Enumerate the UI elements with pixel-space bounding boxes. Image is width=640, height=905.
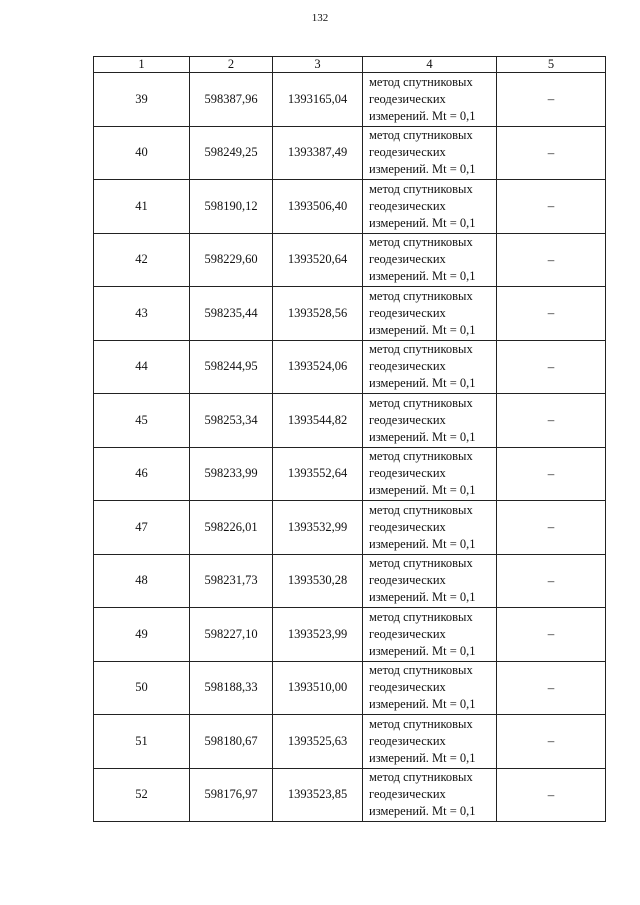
coordinate-y: 1393523,99	[273, 608, 363, 662]
column-header: 4	[363, 57, 497, 73]
method-description	[363, 340, 497, 394]
method-line: геодезических	[369, 305, 446, 320]
coordinate-y: 1393523,85	[273, 768, 363, 822]
note-dash: –	[497, 608, 606, 662]
point-number: 42	[94, 233, 190, 287]
table-row	[94, 233, 606, 287]
note-dash: –	[497, 715, 606, 769]
table-header-row	[94, 57, 606, 73]
coordinates-table	[93, 56, 606, 822]
method-line: измерений. Mt = 0,1	[369, 215, 476, 230]
method-line: геодезических	[369, 412, 446, 427]
method-line: геодезических	[369, 145, 446, 160]
method-line: метод спутниковых	[369, 181, 473, 196]
method-line: метод спутниковых	[369, 663, 473, 678]
column-header: 5	[497, 57, 606, 73]
method-line: геодезических	[369, 91, 446, 106]
method-line: измерений. Mt = 0,1	[369, 697, 476, 712]
coordinate-y: 1393530,28	[273, 554, 363, 608]
method-description	[363, 501, 497, 555]
method-description	[363, 768, 497, 822]
point-number: 47	[94, 501, 190, 555]
table-row	[94, 715, 606, 769]
table-row	[94, 661, 606, 715]
note-dash: –	[497, 394, 606, 448]
coordinate-x: 598249,25	[190, 126, 273, 180]
method-description	[363, 233, 497, 287]
method-description	[363, 447, 497, 501]
table-row	[94, 608, 606, 662]
coordinate-x: 598387,96	[190, 73, 273, 127]
table-row	[94, 73, 606, 127]
method-line: измерений. Mt = 0,1	[369, 162, 476, 177]
point-number: 43	[94, 287, 190, 341]
note-dash: –	[497, 233, 606, 287]
coordinate-x: 598190,12	[190, 180, 273, 234]
note-dash: –	[497, 554, 606, 608]
method-line: геодезических	[369, 466, 446, 481]
coordinate-x: 598180,67	[190, 715, 273, 769]
method-line: метод спутниковых	[369, 128, 473, 143]
table-row	[94, 180, 606, 234]
method-line: геодезических	[369, 733, 446, 748]
coordinate-x: 598188,33	[190, 661, 273, 715]
point-number: 51	[94, 715, 190, 769]
method-description	[363, 126, 497, 180]
method-line: геодезических	[369, 519, 446, 534]
method-line: измерений. Mt = 0,1	[369, 750, 476, 765]
method-line: метод спутниковых	[369, 770, 473, 785]
coordinate-x: 598227,10	[190, 608, 273, 662]
method-description	[363, 554, 497, 608]
method-line: геодезических	[369, 680, 446, 695]
note-dash: –	[497, 180, 606, 234]
method-line: измерений. Mt = 0,1	[369, 643, 476, 658]
method-line: метод спутниковых	[369, 395, 473, 410]
method-line: метод спутниковых	[369, 502, 473, 517]
method-line: измерений. Mt = 0,1	[369, 429, 476, 444]
coordinate-y: 1393552,64	[273, 447, 363, 501]
method-line: измерений. Mt = 0,1	[369, 108, 476, 123]
method-line: измерений. Mt = 0,1	[369, 269, 476, 284]
method-description	[363, 287, 497, 341]
coordinate-x: 598229,60	[190, 233, 273, 287]
coordinate-y: 1393532,99	[273, 501, 363, 555]
coordinate-y: 1393520,64	[273, 233, 363, 287]
method-line: метод спутниковых	[369, 716, 473, 731]
coordinate-x: 598253,34	[190, 394, 273, 448]
method-line: метод спутниковых	[369, 74, 473, 89]
coordinate-x: 598235,44	[190, 287, 273, 341]
method-line: геодезических	[369, 787, 446, 802]
coordinate-x: 598233,99	[190, 447, 273, 501]
method-line: метод спутниковых	[369, 556, 473, 571]
point-number: 40	[94, 126, 190, 180]
table-row	[94, 394, 606, 448]
point-number: 46	[94, 447, 190, 501]
table-row	[94, 126, 606, 180]
note-dash: –	[497, 661, 606, 715]
note-dash: –	[497, 340, 606, 394]
point-number: 48	[94, 554, 190, 608]
method-line: измерений. Mt = 0,1	[369, 483, 476, 498]
method-description	[363, 73, 497, 127]
method-line: метод спутниковых	[369, 449, 473, 464]
point-number: 39	[94, 73, 190, 127]
method-line: геодезических	[369, 626, 446, 641]
column-header: 1	[94, 57, 190, 73]
coordinate-x: 598226,01	[190, 501, 273, 555]
table-row	[94, 501, 606, 555]
note-dash: –	[497, 447, 606, 501]
point-number: 50	[94, 661, 190, 715]
coordinate-y: 1393524,06	[273, 340, 363, 394]
method-line: геодезических	[369, 198, 446, 213]
coordinate-y: 1393510,00	[273, 661, 363, 715]
method-line: метод спутниковых	[369, 235, 473, 250]
note-dash: –	[497, 768, 606, 822]
method-description	[363, 661, 497, 715]
method-line: метод спутниковых	[369, 342, 473, 357]
point-number: 44	[94, 340, 190, 394]
method-description	[363, 394, 497, 448]
method-line: измерений. Mt = 0,1	[369, 322, 476, 337]
method-line: измерений. Mt = 0,1	[369, 376, 476, 391]
coordinate-y: 1393525,63	[273, 715, 363, 769]
method-line: геодезических	[369, 252, 446, 267]
table-row	[94, 554, 606, 608]
coordinate-y: 1393544,82	[273, 394, 363, 448]
method-line: метод спутниковых	[369, 609, 473, 624]
method-line: метод спутниковых	[369, 288, 473, 303]
method-line: измерений. Mt = 0,1	[369, 804, 476, 819]
page-number: 132	[311, 12, 329, 24]
coordinate-y: 1393165,04	[273, 73, 363, 127]
table-body	[94, 73, 606, 822]
point-number: 49	[94, 608, 190, 662]
note-dash: –	[497, 501, 606, 555]
method-line: геодезических	[369, 573, 446, 588]
note-dash: –	[497, 126, 606, 180]
point-number: 52	[94, 768, 190, 822]
method-line: геодезических	[369, 359, 446, 374]
table-row	[94, 447, 606, 501]
note-dash: –	[497, 73, 606, 127]
coordinate-y: 1393506,40	[273, 180, 363, 234]
column-header: 3	[273, 57, 363, 73]
table-row	[94, 340, 606, 394]
coordinate-x: 598176,97	[190, 768, 273, 822]
coordinate-x: 598244,95	[190, 340, 273, 394]
table-row	[94, 768, 606, 822]
method-description	[363, 715, 497, 769]
method-description	[363, 180, 497, 234]
method-line: измерений. Mt = 0,1	[369, 590, 476, 605]
column-header: 2	[190, 57, 273, 73]
method-line: измерений. Mt = 0,1	[369, 536, 476, 551]
point-number: 41	[94, 180, 190, 234]
note-dash: –	[497, 287, 606, 341]
coordinate-y: 1393528,56	[273, 287, 363, 341]
method-description	[363, 608, 497, 662]
point-number: 45	[94, 394, 190, 448]
table-row	[94, 287, 606, 341]
coordinate-x: 598231,73	[190, 554, 273, 608]
coordinate-y: 1393387,49	[273, 126, 363, 180]
